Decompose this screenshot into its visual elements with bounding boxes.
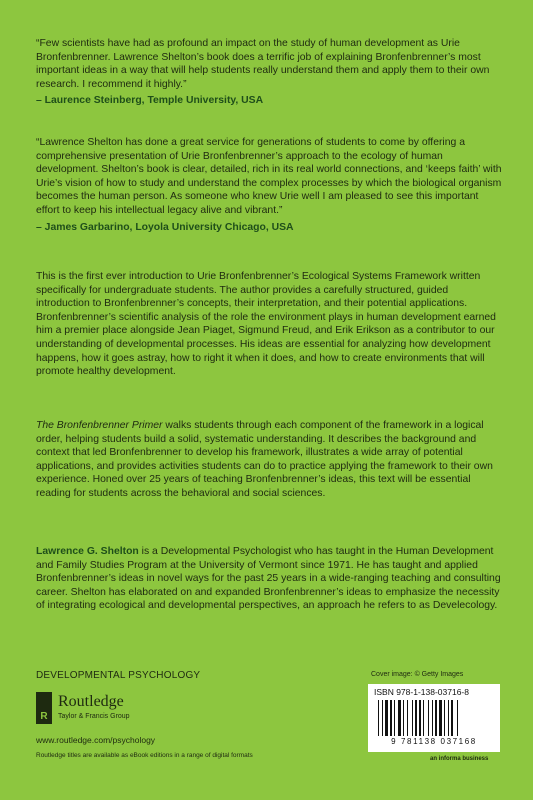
- barcode-icon: [376, 700, 492, 736]
- publisher-group: Taylor & Francis Group: [58, 713, 130, 720]
- review-quote-2-text: “Lawrence Shelton has done a great service for generations of students to come by offering a comprehensive presentation of Urie Bronfenbrenner’s approach to the ecology of human development. Shelton’s book is clear, detailed, rich in its real world connections, and ‘keeps faith’ with Urie’s vision of how to study and understand the complex processes by which the biological organism becomes the human person. As someone who knew Urie well I am pleased to see this important effort to keep his intellectual legacy alive and vibrant.”: [36, 137, 502, 216]
- author-bio-body: is a Developmental Psychologist who has taught in the Human Development and Family Studies Program at the University of Vermont since 1971. He has taught and applied Bronfenbrenner’s ideas in novel ways for the past 25 years in a wide-ranging teaching and consulting career. Shelton has elaborated on and expanded Bronfenbrenner’s ideas to emphasize the necessity of integrating ecological and developmental perspectives, an approach he refers to as Develecology.: [36, 546, 501, 612]
- publisher-website: www.routledge.com/psychology: [36, 735, 156, 745]
- review-quote-1-attribution: – Laurence Steinberg, Temple University, USA: [36, 95, 264, 107]
- cover-image-credit: Cover image: © Getty Images: [371, 671, 464, 678]
- author-name: Lawrence G. Shelton: [36, 546, 139, 557]
- informa-tagline: an informa business: [430, 756, 489, 762]
- ebook-note: Routledge titles are available as eBook editions in a range of digital formats: [36, 752, 253, 759]
- review-quote-2: [36, 136, 502, 234]
- subject-category: DEVELOPMENTAL PSYCHOLOGY: [36, 670, 201, 681]
- author-bio-text: [36, 545, 502, 613]
- book-title: The Bronfenbrenner Primer: [36, 420, 163, 431]
- author-bio: [36, 545, 502, 613]
- description-paragraph-1: [36, 270, 502, 379]
- review-quote-1-text: “Few scientists have had as profound an impact on the study of human development as Urie Bronfenbrenner. Lawrence Shelton’s book does a terrific job of explaining Bronfenbrenner’s most important ideas in a way that will help students really understand them and apply them to their own research. I recommend it highly.”: [36, 38, 490, 90]
- barcode-digits: 9 781138 037168: [391, 737, 477, 746]
- routledge-mark-icon: R: [36, 692, 52, 724]
- publisher-name: Routledge: [58, 693, 124, 710]
- description-paragraph-1-text: This is the first ever introduction to Urie Bronfenbrenner’s Ecological Systems Framework written specifically for undergraduate students. The author provides a carefully structured, guided introduction to Bronfenbrenner’s concepts, their interpretation, and their potential applications. Bronfenbrenner’s scientific analysis of the role the environment plays in human development earned him a premier place alongside Jean Piaget, Sigmund Freud, and Erik Erikson as a contributor to our understanding of developmental processes. His ideas are essential for analyzing how development happens, how it goes astray, how to right it when it does, and how to create environments that will promote healthy development.: [36, 271, 496, 378]
- isbn-label: ISBN 978-1-138-03716-8: [374, 687, 469, 697]
- description-paragraph-2-body: walks students through each component of the framework in a logical order, helping students build a solid, systematic understanding. It describes the background and context that led Bronfenbrenner to develop his framework, illustrates a wide array of potential applications, and provides activities students can do to practice applying the framework to their own experience. Honed over 25 years of teaching Bronfenbrenner’s ideas, this text will be essential reading for students across the behavioral and social sciences.: [36, 420, 493, 499]
- review-quote-2-attribution: – James Garbarino, Loyola University Chicago, USA: [36, 221, 294, 233]
- publisher-logo: [36, 692, 196, 726]
- description-paragraph-2: [36, 419, 502, 501]
- barcode-panel: [368, 684, 500, 752]
- review-quote-1: [36, 37, 502, 108]
- description-paragraph-2-text: [36, 419, 502, 501]
